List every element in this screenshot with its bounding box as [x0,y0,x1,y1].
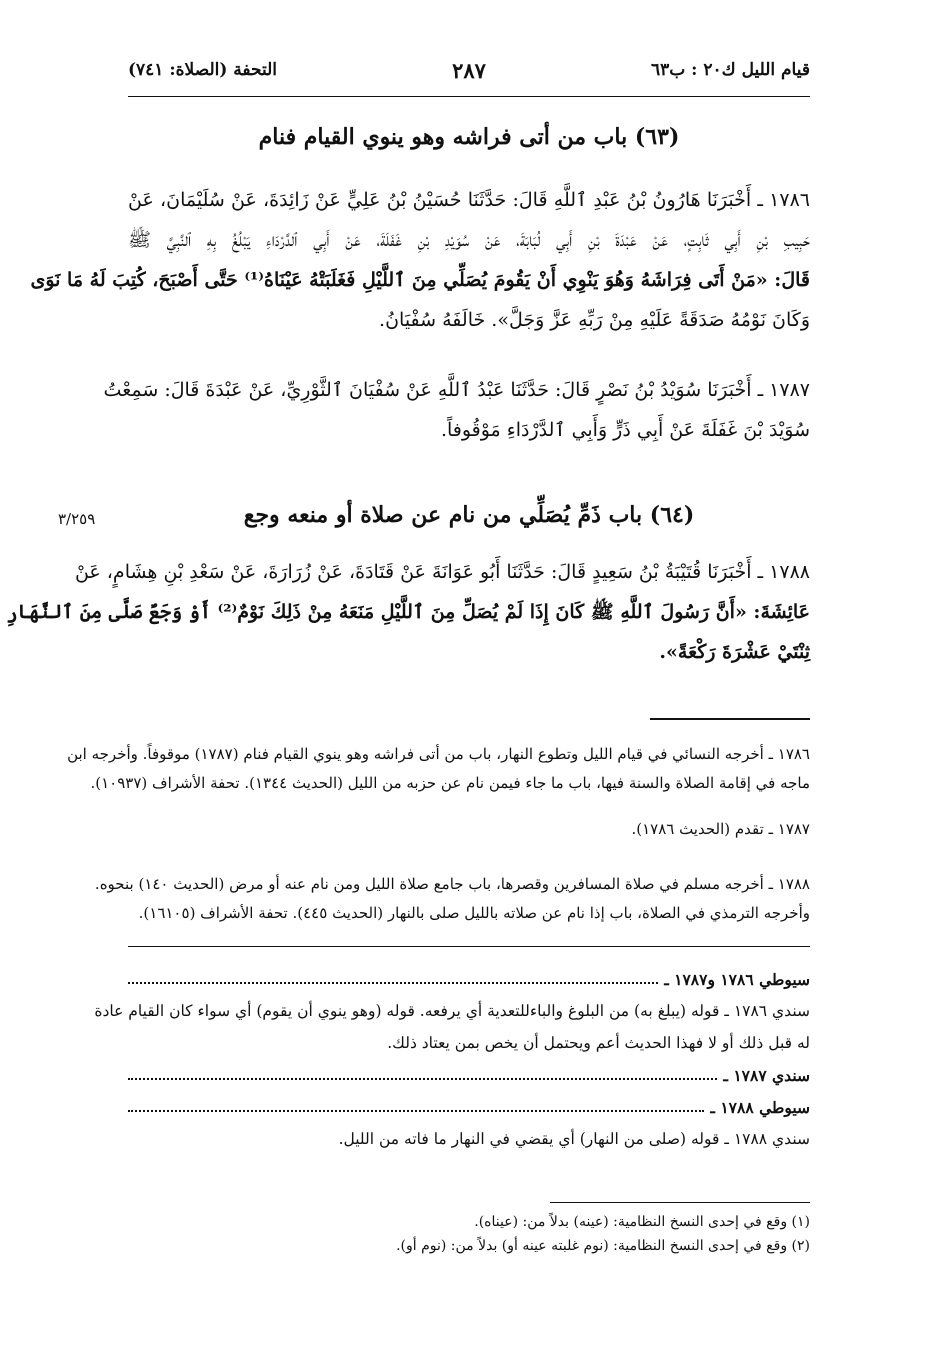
dotted-leader [128,982,658,984]
commentary-label: سيوطي ١٧٨٨ ـ [710,1097,810,1117]
text-line: ١٧٨٦ ـ أَخْبَرَنَا هَارُونُ بْنُ عَبْدِ ٱللَّهِ قَالَ: حَدَّثَنَا حُسَيْنُ بْنُ عَلِيٍّ عَنْ زَائِدَةَ، عَنْ سُلَيْمَانَ، عَنْ [128,189,810,211]
header-tuhfa-ref: التحفة (الصلاة: ٧٤١) [128,60,278,80]
dotted-leader [128,1078,717,1080]
variant-note-1: (١) وقع في إحدى النسخ النظامية: (عينه) بدلاً من: (عيناه). [474,1214,810,1230]
commentary-label: سيوطي ١٧٨٦ و١٧٨٧ ـ [664,969,810,989]
margin-volume-ref: ٣/٢٥٩ [58,510,96,528]
header-rule [128,96,810,97]
commentary-line: له قبل ذلك أو لا فهذا الحديث أعم ويحتمل أن يخص بمن يعتاد ذلك. [387,1034,810,1052]
commentary-line: سندي ١٧٨٨ ـ قوله (صلى من النهار) أي يقضي في النهار ما فاته من الليل. [338,1130,810,1148]
page-number: ٢٨٧ [452,58,486,83]
commentary-line: سندي ١٧٨٦ ـ قوله (يبلغ به) من البلوغ والباءللتعدية أي يرفعه. قوله (وهو ينوي أن يقوم) أي سواء كان القيام عادة [94,1002,810,1020]
footnote-line: ١٧٨٨ ـ أخرجه مسلم في صلاة المسافرين وقصرها، باب جامع صلاة الليل ومن نام عنه أو مرض (الحديث ١٤٠) بنحوه. [94,875,810,893]
commentary-sindi-1788 [128,1123,810,1155]
commentary-suyuti-1786-1787 [128,963,810,995]
text-line: وَكَانَ نَوْمُهُ صَدَقَةً عَلَيْهِ مِنْ رَبِّهِ عَزَّ وَجَلَّ». خَالَفَهُ سُفْيَانُ. [379,309,810,331]
text-line: عَائِشَةَ: «أَنَّ رَسُولَ ٱللَّهِ ﷺ كَانَ إِذَا لَمْ يُصَلِّ مِنَ ٱللَّيْلِ مَنَعَهُ مِنْ ذَلِكَ نَوْمٌ⁽²⁾ أَوْ وَجَعٌ صَلَّى مِنَ ٱلنَّهَارِ [6,601,810,623]
footnote-1788 [94,870,810,928]
running-header [128,60,810,90]
variant-notes [128,1210,810,1258]
hadith-1787 [103,370,810,450]
text-line: ١٧٨٧ ـ أَخْبَرَنَا سُوَيْدُ بْنُ نَصْرٍ قَالَ: حَدَّثَنَا عَبْدُ ٱللَّهِ عَنْ سُفْيَانَ ٱلثَّوْرِيِّ، عَنْ عَبْدَةَ قَالَ: سَمِعْتُ [103,379,810,401]
dotted-leader [128,1110,704,1112]
commentary-separator [128,946,810,947]
chapter-heading-63: (٦٣) باب من أتى فراشه وهو ينوي القيام فنام [258,124,680,150]
footnote-line: وأخرجه الترمذي في الصلاة، باب إذا نام عن صلاته بالليل صلى بالنهار (الحديث ٤٤٥). تحفة الأشراف (١٦١٠٥). [138,904,810,922]
chapter-heading-64: (٦٤) باب ذَمِّ يُصَلِّي من نام عن صلاة أو منعه وجع [243,502,695,528]
footnote-line: ماجه في إقامة الصلاة والسنة فيها، باب ما جاء فيمن نام عن حزبه من الليل (الحديث ١٣٤٤). تحفة الأشراف (١٠٩٣٧). [90,774,810,792]
hadith-1788 [6,552,810,672]
text-line: سُوَيْدَ بْنَ غَفَلَةَ عَنْ أَبِي ذَرٍّ وَأَبِي ٱلدَّرْدَاءِ مَوْقُوفاً. [440,419,810,441]
commentary-label: سندي ١٧٨٧ ـ [723,1065,810,1085]
footnote-1787 [128,815,810,844]
commentary-sindi-1787 [128,1059,810,1091]
commentary-suyuti-1788 [128,1091,810,1123]
text-line: ١٧٨٨ ـ أَخْبَرَنَا قُتَيْبَةُ بْنُ سَعِيدٍ قَالَ: حَدَّثَنَا أَبُو عَوَانَةَ عَنْ قَتَادَةَ، عَنْ زُرَارَةَ، عَنْ سَعْدِ بْنِ هِشَامٍ، عَنْ [74,561,810,583]
text-line: حَبِيبِ بْنِ أَبِي ثَابِتٍ، عَنْ عَبْدَةَ بْنِ أَبِي لُبَابَةَ، عَنْ سُوَيْدِ بْنِ غَفَلَةَ، عَنْ أَبِي ٱلدَّرْدَاءِ يَبْلُغُ بِهِ ٱلنَّبِيَّ ﷺ [128,229,810,251]
commentary-sindi-1786 [94,995,810,1059]
variant-note-2: (٢) وقع في إحدى النسخ النظامية: (نوم غلبته عينه أو) بدلاً من: (نوم أو). [396,1238,810,1254]
commentary-section [94,963,810,1155]
text-line: ثِنْتَيْ عَشْرَةَ رَكْعَةً». [659,641,810,663]
hadith-1786 [30,180,810,340]
footnote-separator [650,718,810,720]
footnote-1786 [67,740,810,798]
footnote-line: ١٧٨٧ ـ تقدم (الحديث ١٧٨٦). [631,820,810,838]
footnote-line: ١٧٨٦ ـ أخرجه النسائي في قيام الليل وتطوع النهار، باب من أتى فراشه وهو ينوي القيام فنام (١٧٨٧) موقوفاً. وأخرجه ابن [67,745,810,763]
header-section-ref: قيام الليل ك٢٠ : ب٦٣ [650,60,810,80]
text-line: قَالَ: «مَنْ أَتَى فِرَاشَهُ وَهُوَ يَنْوِي أَنْ يَقُومَ يُصَلِّي مِنَ ٱللَّيْلِ فَغَلَبَتْهُ عَيْنَاهُ⁽¹⁾ حَتَّى أَصْبَحَ، كُتِبَ لَهُ مَا نَوَى [30,269,810,291]
variant-notes-separator [550,1202,810,1203]
